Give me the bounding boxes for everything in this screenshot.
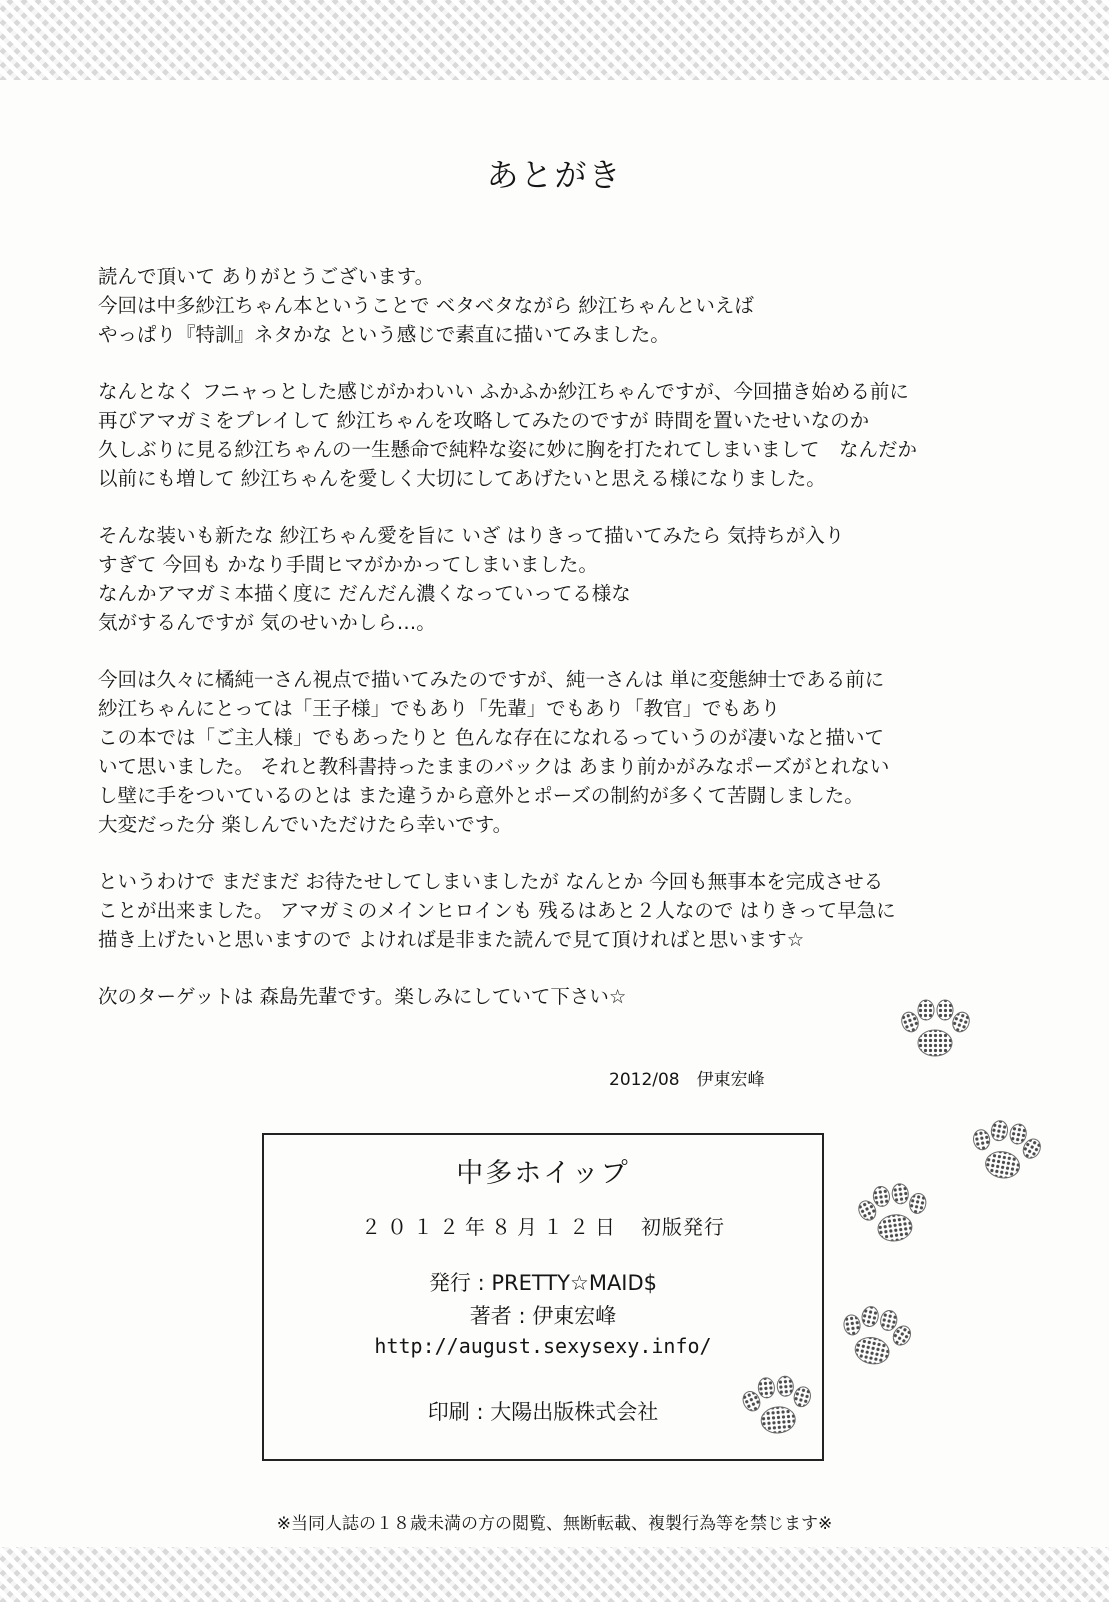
- text-line: やっぱり『特訓』ネタかな という感じで素直に描いてみました。: [98, 323, 670, 346]
- text-line: すぎて 今回も かなり手間ヒマがかかってしまいました。: [98, 553, 598, 576]
- text-line: 描き上げたいと思いますので よければ是非また読んで見て頂ければと思います☆: [98, 928, 805, 951]
- text-line: 紗江ちゃんにとっては「王子様」でもあり「先輩」でもあり「教官」でもあり: [98, 697, 781, 720]
- bottom-pattern-band: [0, 1547, 1109, 1602]
- text-line: 気がするんですが 気のせいかしら…。: [98, 611, 436, 634]
- text-line: なんとなく フニャっとした感じがかわいい ふかふか紗江ちゃんですが、今回描き始める前に: [98, 380, 909, 403]
- text-line: 大変だった分 楽しんでいただけたら幸いです。: [98, 813, 513, 836]
- paw-print-icon: [898, 998, 972, 1060]
- publisher-line: 発行 : PRETTY☆MAID$: [428, 1271, 658, 1295]
- top-pattern-band: [0, 0, 1109, 80]
- text-line: この本では「ご主人様」でもあったりと 色んな存在になれるっていうのが凄いなと描いて: [98, 726, 885, 749]
- text-line: 今回は中多紗江ちゃん本ということで ベタベタながら 紗江ちゃんといえば: [98, 294, 754, 317]
- paragraph: [98, 377, 1058, 493]
- text-line: 以前にも増して 紗江ちゃんを愛しく大切にしてあげたいと思える様になりました。: [98, 467, 826, 490]
- age-restriction-notice: ※当同人誌の１８歳未満の方の閲覧、無断転載、複製行為等を禁じます※: [276, 1514, 833, 1534]
- text-line: というわけで まだまだ お待たせしてしまいましたが なんとか 今回も無事本を完成させる: [98, 870, 884, 893]
- website-url: http://august.sexysexy.info/: [374, 1334, 712, 1358]
- paw-print-icon: [968, 1120, 1042, 1182]
- text-line: し壁に手をついているのとは また違うから意外とポーズの制約が多くて苦闘しました。: [98, 784, 864, 807]
- book-title: 中多ホイップ: [456, 1158, 630, 1189]
- afterword-body: [98, 262, 1058, 1039]
- text-line: いて思いました。 それと教科書持ったままのバックは あまり前かがみなポーズがとれない: [98, 755, 890, 778]
- author-line: 著者 : 伊東宏峰: [469, 1304, 617, 1328]
- edition-label: 初版発行: [641, 1215, 725, 1239]
- text-line: 読んで頂いて ありがとうございます。: [98, 265, 435, 288]
- text-line: ことが出来ました。 アマガミのメインヒロインも 残るはあと２人なので はりきって早急に: [98, 899, 896, 922]
- printer-line: 印刷 : 大陽出版株式会社: [427, 1400, 659, 1424]
- text-line: 久しぶりに見る紗江ちゃんの一生懸命で純粋な姿に妙に胸を打たれてしまいまして なんだか: [98, 438, 918, 461]
- paragraph: [98, 521, 1058, 637]
- paw-print-icon: [838, 1306, 912, 1368]
- text-line: 次のターゲットは 森島先輩です。楽しみにしていて下さい☆: [98, 985, 627, 1008]
- publication-date: [264, 1211, 822, 1240]
- page-title: あとがき: [486, 156, 623, 194]
- date-value: ２０１２年８月１２日: [361, 1215, 621, 1239]
- paragraph: [98, 867, 1058, 954]
- paw-print-icon: [740, 1375, 814, 1437]
- paragraph: [98, 665, 1058, 839]
- paw-print-icon: [856, 1183, 930, 1245]
- text-line: 再びアマガミをプレイして 紗江ちゃんを攻略してみたのですが 時間を置いたせいなのか: [98, 409, 870, 432]
- signature-date-author: 2012/08 伊東宏峰: [609, 1070, 765, 1090]
- text-line: そんな装いも新たな 紗江ちゃん愛を旨に いざ はりきって描いてみたら 気持ちが入り: [98, 524, 845, 547]
- text-line: 今回は久々に橘純一さん視点で描いてみたのですが、純一さんは 単に変態紳士である前に: [98, 668, 885, 691]
- text-line: なんかアマガミ本描く度に だんだん濃くなっていってる様な: [98, 582, 631, 605]
- paragraph: [98, 262, 1058, 349]
